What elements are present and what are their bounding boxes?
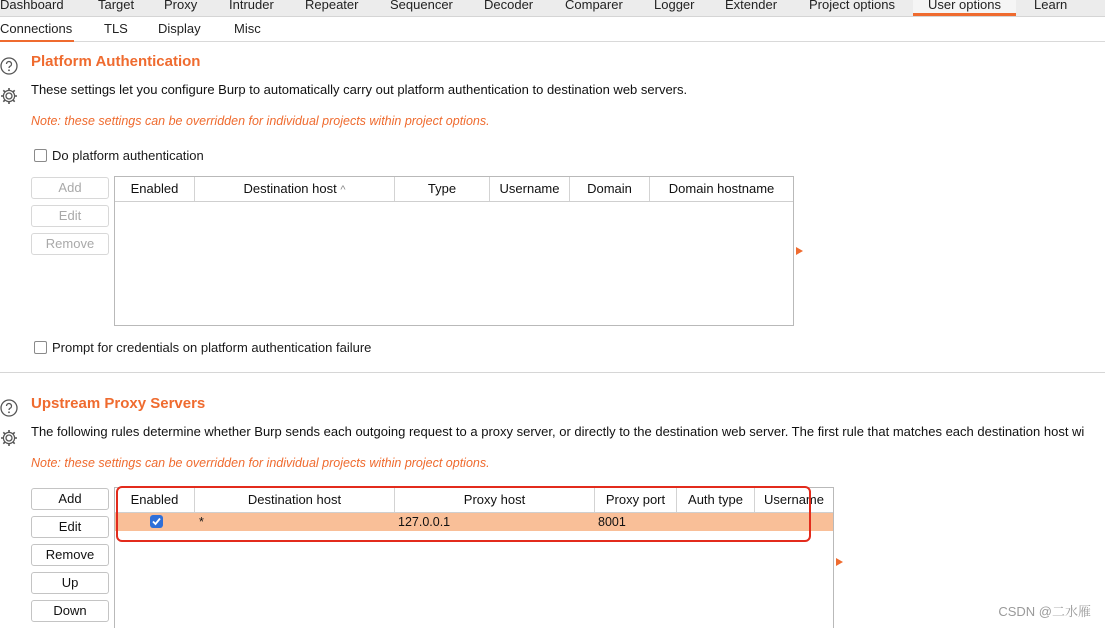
tab-sequencer[interactable]: Sequencer	[390, 0, 453, 12]
tab-project-options[interactable]: Project options	[809, 0, 895, 12]
col-enabled[interactable]: Enabled	[115, 488, 195, 512]
col-domain[interactable]: Domain	[570, 177, 650, 201]
upstream-down-button[interactable]: Down	[31, 600, 109, 622]
tab-logger[interactable]: Logger	[654, 0, 695, 12]
prompt-credentials-checkbox[interactable]	[34, 340, 371, 355]
tab-tls[interactable]: TLS	[104, 21, 128, 36]
watermark: CSDN @二水雁	[998, 604, 1091, 619]
upstream-proxy-note: Note: these settings can be overridden for individual projects within project options.	[31, 456, 490, 470]
tab-comparer[interactable]: Comparer	[565, 0, 623, 12]
col-type[interactable]: Type	[395, 177, 490, 201]
platform-add-button[interactable]: Add	[31, 177, 109, 199]
col-domain-hostname[interactable]: Domain hostname	[668, 181, 775, 196]
platform-remove-button[interactable]: Remove	[31, 233, 109, 255]
gear-icon[interactable]	[0, 428, 20, 448]
gear-icon[interactable]	[0, 86, 20, 106]
checkbox-box[interactable]	[34, 341, 47, 354]
upstream-proxy-title: Upstream Proxy Servers	[31, 395, 206, 412]
table-header	[115, 177, 793, 202]
upstream-edit-button[interactable]: Edit	[31, 516, 109, 538]
tab-intruder[interactable]: Intruder	[229, 0, 274, 12]
sort-ascending-icon: ^	[340, 184, 346, 196]
col-label: Destination host	[243, 181, 337, 196]
platform-auth-note: Note: these settings can be overridden for individual projects within project options.	[31, 114, 490, 128]
col-proxy-host[interactable]: Proxy host	[395, 488, 595, 512]
red-highlight-annotation	[116, 486, 811, 542]
tab-proxy[interactable]: Proxy	[164, 0, 198, 12]
platform-auth-table[interactable]	[114, 176, 794, 326]
do-platform-auth-checkbox[interactable]	[34, 148, 204, 163]
checkbox-label: Do platform authentication	[52, 148, 204, 163]
upstream-proxy-description: The following rules determine whether Burp sends each outgoing request to a proxy server, or directly to the destination web server. The first rule that matches each destination host wi	[31, 424, 1085, 439]
upstream-remove-button[interactable]: Remove	[31, 544, 109, 566]
tab-misc[interactable]: Misc	[234, 21, 261, 36]
col-destination-host[interactable]	[195, 177, 395, 201]
section-divider	[0, 372, 1105, 373]
cell-proxy-port: 8001	[598, 515, 626, 529]
col-proxy-port[interactable]: Proxy port	[595, 488, 677, 512]
tab-learn[interactable]: Learn	[1034, 0, 1068, 12]
col-destination-host[interactable]: Destination host	[195, 488, 395, 512]
platform-edit-button[interactable]: Edit	[31, 205, 109, 227]
col-username[interactable]: Username	[764, 492, 824, 507]
tab-repeater[interactable]: Repeater	[305, 0, 359, 12]
tab-connections[interactable]: Connections	[0, 17, 74, 42]
expand-arrow-icon[interactable]	[836, 558, 843, 566]
tab-user-options[interactable]: User options	[913, 0, 1016, 16]
cell-proxy-host: 127.0.0.1	[398, 515, 451, 529]
platform-auth-title: Platform Authentication	[31, 53, 201, 70]
checkbox-box[interactable]	[34, 149, 47, 162]
col-username[interactable]: Username	[490, 177, 570, 201]
tab-extender[interactable]: Extender	[725, 0, 778, 12]
checkbox-label: Prompt for credentials on platform authentication failure	[52, 340, 372, 355]
cell-destination-host: *	[199, 515, 204, 529]
tab-display[interactable]: Display	[158, 21, 201, 36]
upstream-up-button[interactable]: Up	[31, 572, 109, 594]
col-enabled[interactable]: Enabled	[115, 177, 195, 201]
help-icon[interactable]	[0, 398, 20, 418]
main-tab-bar	[0, 0, 1105, 17]
help-icon[interactable]	[0, 56, 20, 76]
tab-target[interactable]: Target	[98, 0, 135, 12]
tab-dashboard[interactable]: Dashboard	[0, 0, 64, 12]
col-auth-type[interactable]: Auth type	[677, 488, 755, 512]
platform-auth-description: These settings let you configure Burp to automatically carry out platform authentication to destination web servers.	[31, 82, 688, 97]
expand-arrow-icon[interactable]	[796, 247, 803, 255]
sub-tab-bar	[0, 17, 1105, 42]
upstream-add-button[interactable]: Add	[31, 488, 109, 510]
tab-decoder[interactable]: Decoder	[484, 0, 534, 12]
